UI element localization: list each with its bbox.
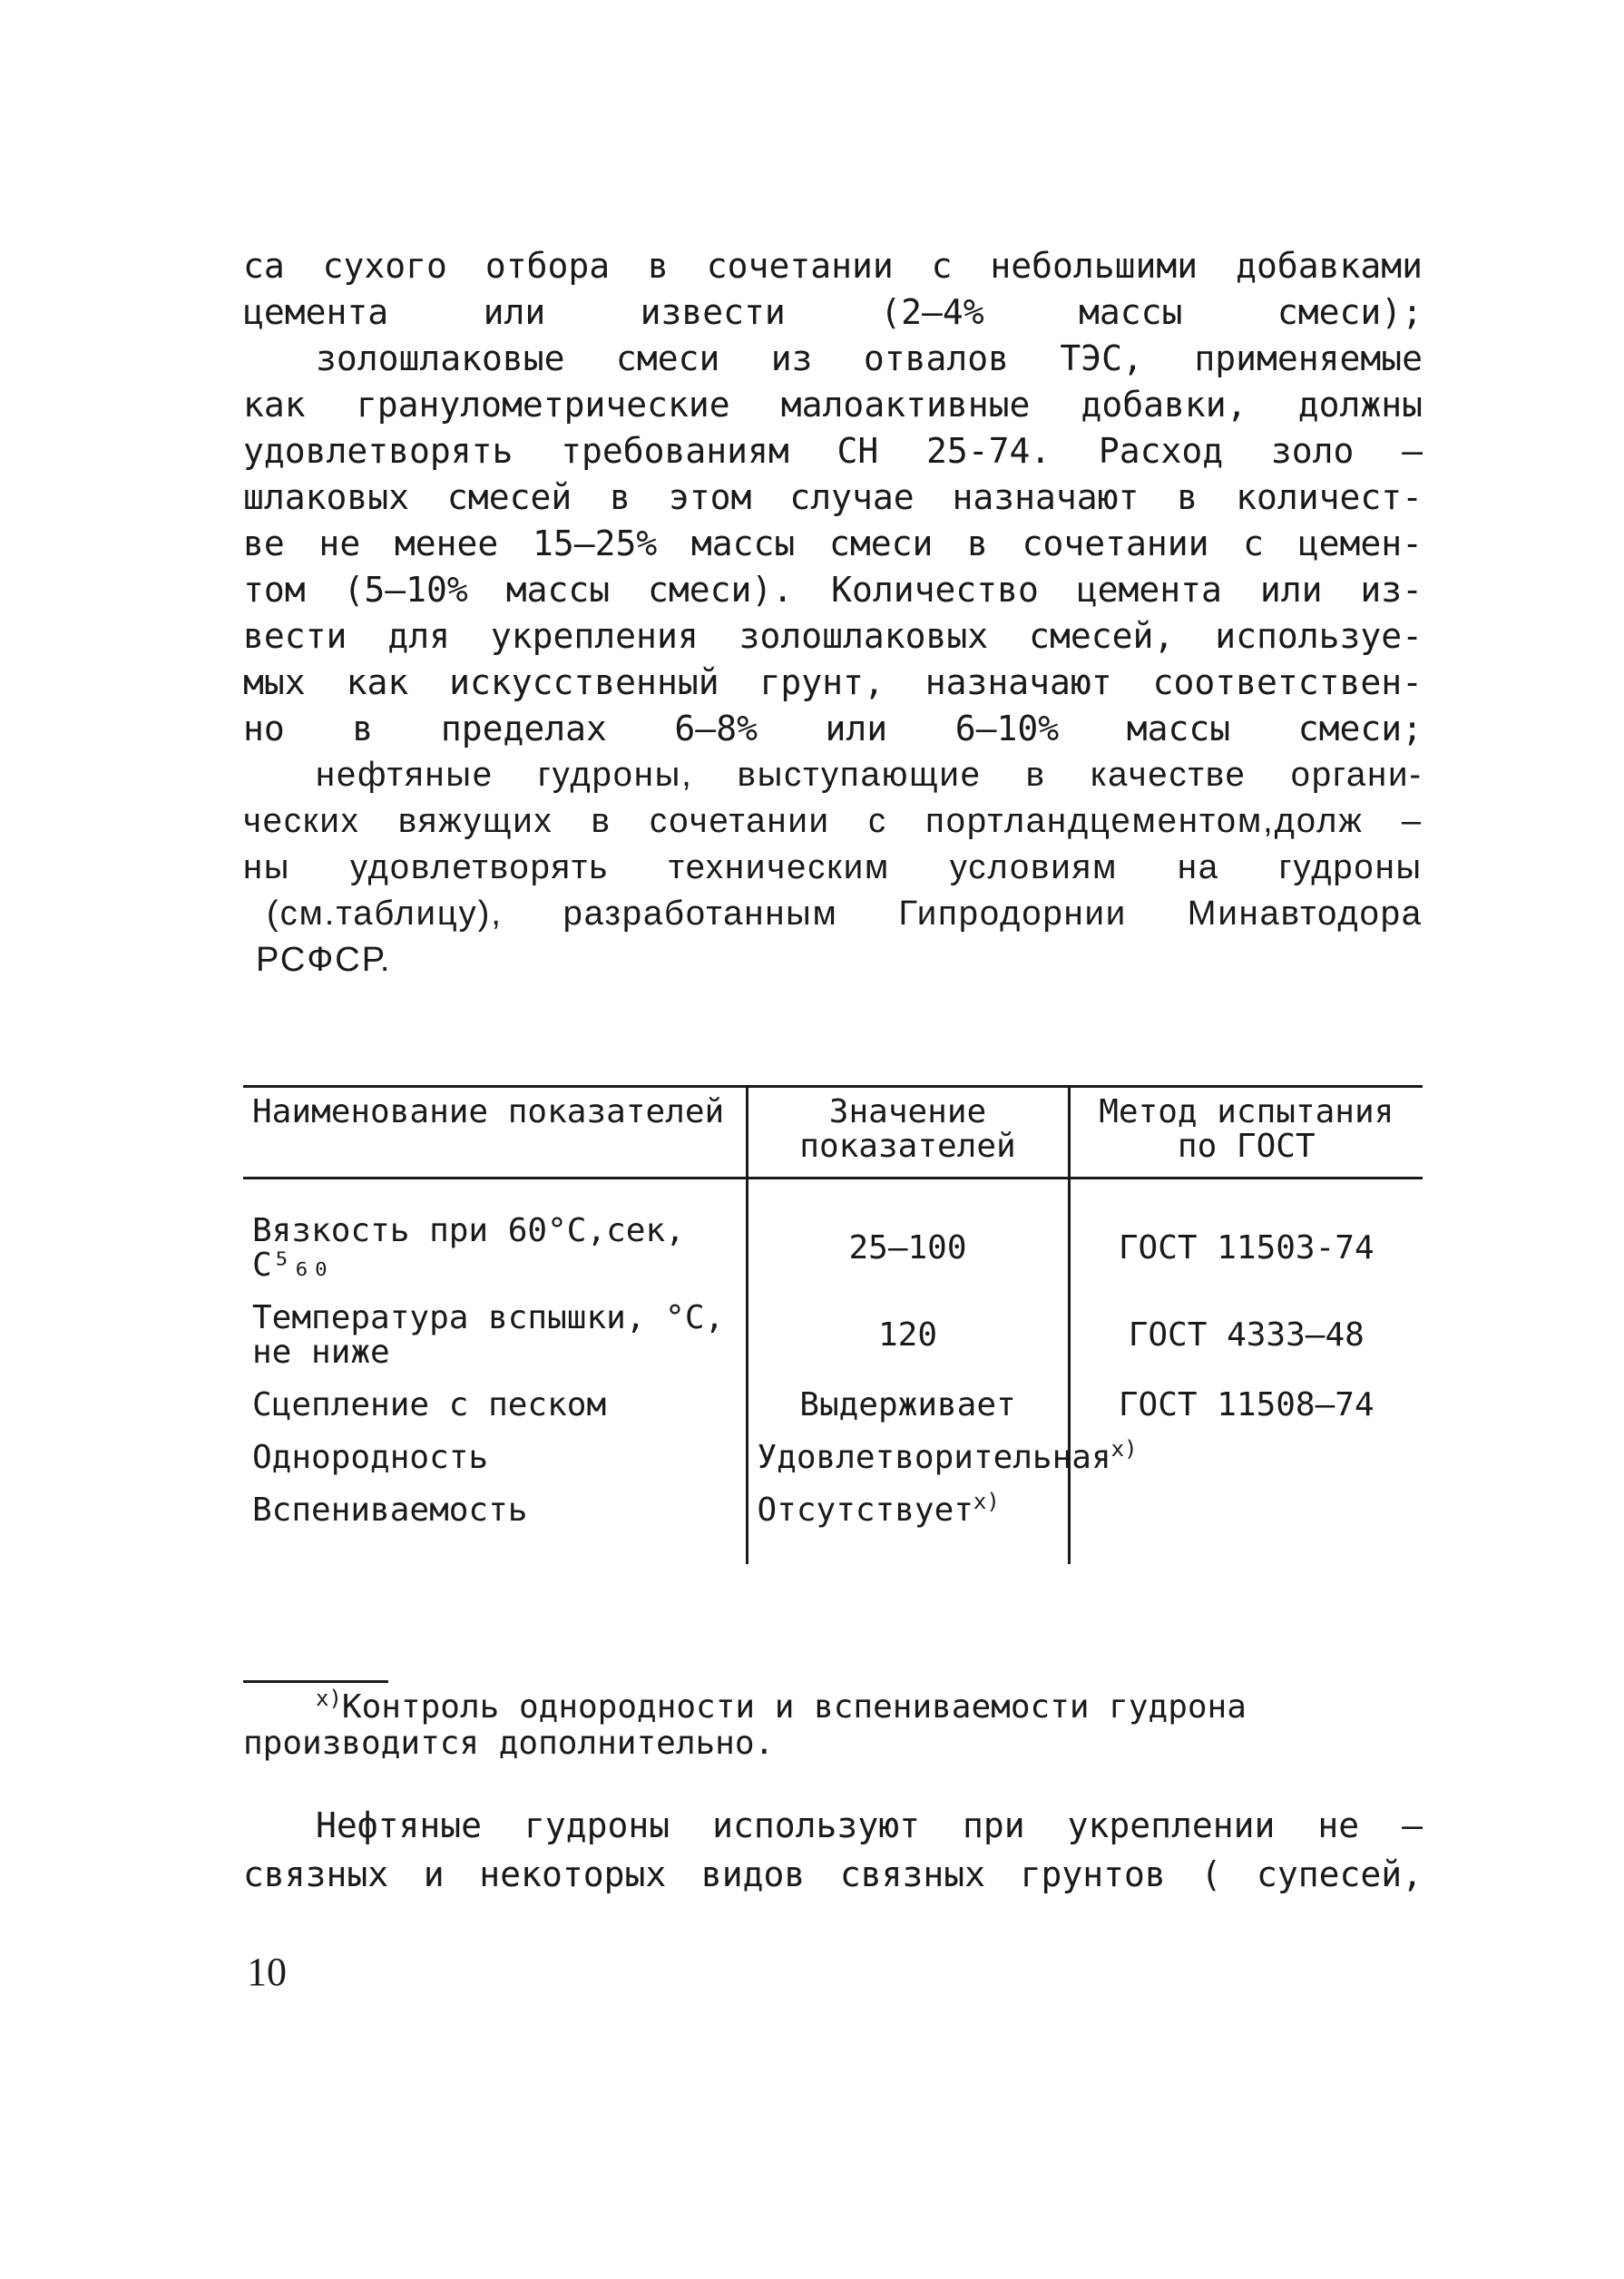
row-method: ГОСТ 4333–48 — [1069, 1292, 1423, 1379]
row-method: ГОСТ 11503-74 — [1069, 1179, 1423, 1293]
row-name: Вспениваемость — [252, 1492, 528, 1529]
text-line: вести для укрепления золошлаковых смесей, используе- — [243, 616, 1423, 656]
body-text — [243, 243, 1423, 983]
row-method — [1069, 1484, 1423, 1564]
text-line: связных и некоторых видов связных грунтов ( супесей, — [243, 1854, 1423, 1894]
row-name: Однородность — [252, 1439, 489, 1476]
table-row — [243, 1292, 1423, 1379]
footnote — [243, 1686, 1423, 1762]
header-method: Метод испытания по ГОСТ — [1069, 1087, 1423, 1179]
text-line: РСФСР. — [256, 941, 392, 979]
table-row — [243, 1179, 1423, 1293]
text-line: ческих вяжущих в сочетании с портландцементом,долж – — [243, 802, 1423, 840]
row-value-cell — [747, 1432, 1138, 1484]
spec-table — [243, 1085, 1423, 1564]
text-line: мых как искусственный грунт, назначают соответствен- — [243, 662, 1423, 702]
paragraph-3 — [243, 752, 1423, 983]
footnote-rule — [243, 1680, 388, 1683]
footnote-ref: x) — [973, 1489, 1000, 1514]
table-row — [243, 1379, 1423, 1432]
text-line: золошлаковые смеси из отвалов ТЭС, применяемые — [316, 338, 1423, 378]
after-table-text — [243, 1801, 1423, 1899]
text-line: том (5–10% массы смеси). Количество цемента или из- — [243, 570, 1423, 610]
footnote-marker: x) — [316, 1686, 342, 1711]
text-line: ны удовлетворять техническим условиям на гудроны — [243, 848, 1423, 886]
text-line: как гранулометрические малоактивные добавки, должны — [243, 385, 1423, 425]
paragraph-2 — [243, 336, 1423, 752]
row-method: ГОСТ 11508–74 — [1069, 1379, 1423, 1432]
text-line: нефтяные гудроны, выступающие в качестве органи- — [316, 756, 1423, 794]
table-header-row — [243, 1087, 1423, 1179]
row-value: Отсутствует — [757, 1492, 973, 1529]
header-name: Наименование показателей — [252, 1093, 725, 1130]
row-value: Выдерживает — [747, 1379, 1069, 1432]
table-row — [243, 1484, 1423, 1564]
row-value-cell — [747, 1484, 1069, 1564]
text-line: но в пределах 6–8% или 6–10% массы смеси; — [243, 709, 1423, 748]
footnote-text: Контроль однородности и вспениваемости гудрона производится дополнительно. — [243, 1688, 1247, 1762]
paragraph-1 — [243, 243, 1423, 336]
row-name: Вязкость при 60°С,сек, С⁵₆₀ — [252, 1212, 685, 1284]
row-name: Температура вспышки, °С, не ниже — [252, 1299, 725, 1371]
text-line: шлаковых смесей в этом случае назначают в количест- — [243, 477, 1423, 517]
text-line: удовлетворять требованиям СН 25-74. Расход золо – — [243, 431, 1423, 471]
table-row — [243, 1432, 1423, 1484]
text-line: ве не менее 15–25% массы смеси в сочетании с цемен- — [243, 523, 1423, 563]
header-value: Значение показателей — [747, 1087, 1069, 1179]
spec-table-wrap — [243, 1085, 1423, 1564]
text-line: са сухого отбора в сочетании с небольшими добавками — [243, 246, 1423, 286]
row-value: Удовлетворительная — [757, 1439, 1111, 1476]
text-line: Нефтяные гудроны используют при укреплении не – — [316, 1805, 1423, 1845]
row-value: 25–100 — [747, 1179, 1069, 1293]
text-line: (см.таблицу), разработанным Гипродорнии Минавтодора — [267, 895, 1423, 933]
page-number: 10 — [247, 1950, 287, 1994]
paragraph-4 — [243, 1801, 1423, 1899]
text-line: цемента или извести (2–4% массы смеси); — [243, 292, 1423, 332]
footnote-ref: x) — [1110, 1436, 1138, 1462]
row-value: 120 — [747, 1292, 1069, 1379]
row-name: Сцепление с песком — [252, 1386, 607, 1423]
